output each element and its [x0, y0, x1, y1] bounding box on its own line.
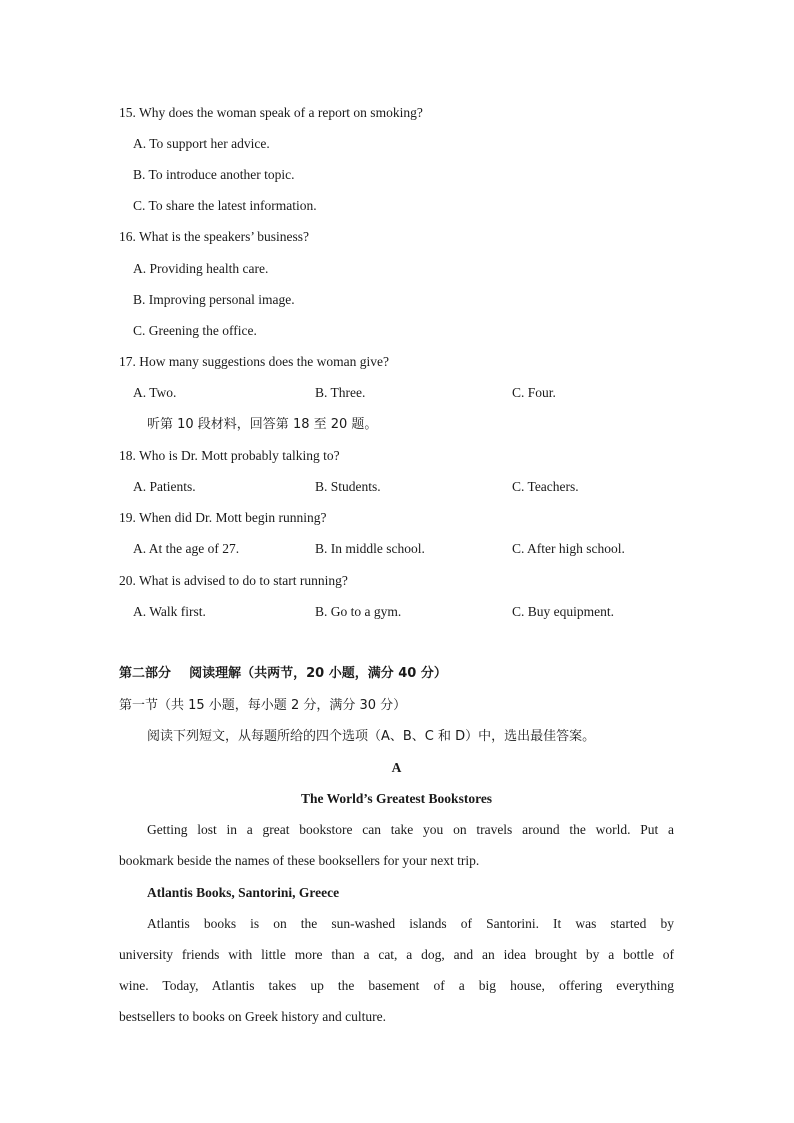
part-two-title: 第二部分 阅读理解（共两节，20 小题，满分 40 分） — [119, 666, 447, 681]
question-15-option-a: A. To support her advice. — [133, 136, 270, 151]
question-17: 17. How many suggestions does the woman give? — [119, 354, 389, 369]
question-20-option-b: B. Go to a gym. — [315, 604, 402, 619]
question-15-option-c: C. To share the latest information. — [133, 198, 317, 213]
question-17-option-a: A. Two. — [133, 385, 177, 400]
question-16-option-a: A. Providing health care. — [133, 261, 269, 276]
question-17-option-c: C. Four. — [512, 385, 556, 400]
passage-title: The World’s Greatest Bookstores — [300, 791, 493, 806]
question-19-option-a: A. At the age of 27. — [133, 541, 240, 556]
intro-line-2: bookmark beside the names of these booksellers for your next trip. — [119, 853, 480, 868]
question-20-option-c: C. Buy equipment. — [512, 604, 614, 619]
question-18-option-b: B. Students. — [315, 479, 381, 494]
intro-line-1: Getting lost in a great bookstore can take you on travels around the world. Put a — [147, 822, 674, 837]
store-1-line-1: Atlantis books is on the sun-washed islands of Santorini. It was started by — [147, 916, 674, 931]
store-1-line-2: university friends with little more than a cat, a dog, and an idea brought by a bottle of — [119, 947, 674, 962]
question-19: 19. When did Dr. Mott begin running? — [119, 510, 327, 525]
question-20: 20. What is advised to do to start running? — [119, 573, 348, 588]
question-16-option-b: B. Improving personal image. — [133, 292, 295, 307]
question-18-option-c: C. Teachers. — [512, 479, 579, 494]
question-15-option-b: B. To introduce another topic. — [133, 167, 295, 182]
question-15: 15. Why does the woman speak of a report on smoking? — [119, 105, 423, 120]
passage-letter: A — [391, 760, 402, 775]
listening-instruction-10: 听第 10 段材料，回答第 18 至 20 题。 — [147, 417, 378, 432]
question-17-option-b: B. Three. — [315, 385, 366, 400]
question-20-option-a: A. Walk first. — [133, 604, 206, 619]
store-1-line-4: bestsellers to books on Greek history and culture. — [119, 1009, 386, 1024]
question-19-option-c: C. After high school. — [512, 541, 625, 556]
section-one-title: 第一节（共 15 小题，每小题 2 分，满分 30 分） — [119, 698, 407, 713]
question-18-option-a: A. Patients. — [133, 479, 196, 494]
store-1-heading: Atlantis Books, Santorini, Greece — [147, 885, 340, 900]
reading-instruction: 阅读下列短文，从每题所给的四个选项（A、B、C 和 D）中，选出最佳答案。 — [147, 729, 596, 744]
store-1-line-3: wine. Today, Atlantis takes up the basement of a big house, offering everything — [119, 978, 674, 993]
question-16: 16. What is the speakers’ business? — [119, 229, 309, 244]
question-16-option-c: C. Greening the office. — [133, 323, 257, 338]
question-19-option-b: B. In middle school. — [315, 541, 425, 556]
question-18: 18. Who is Dr. Mott probably talking to? — [119, 448, 340, 463]
